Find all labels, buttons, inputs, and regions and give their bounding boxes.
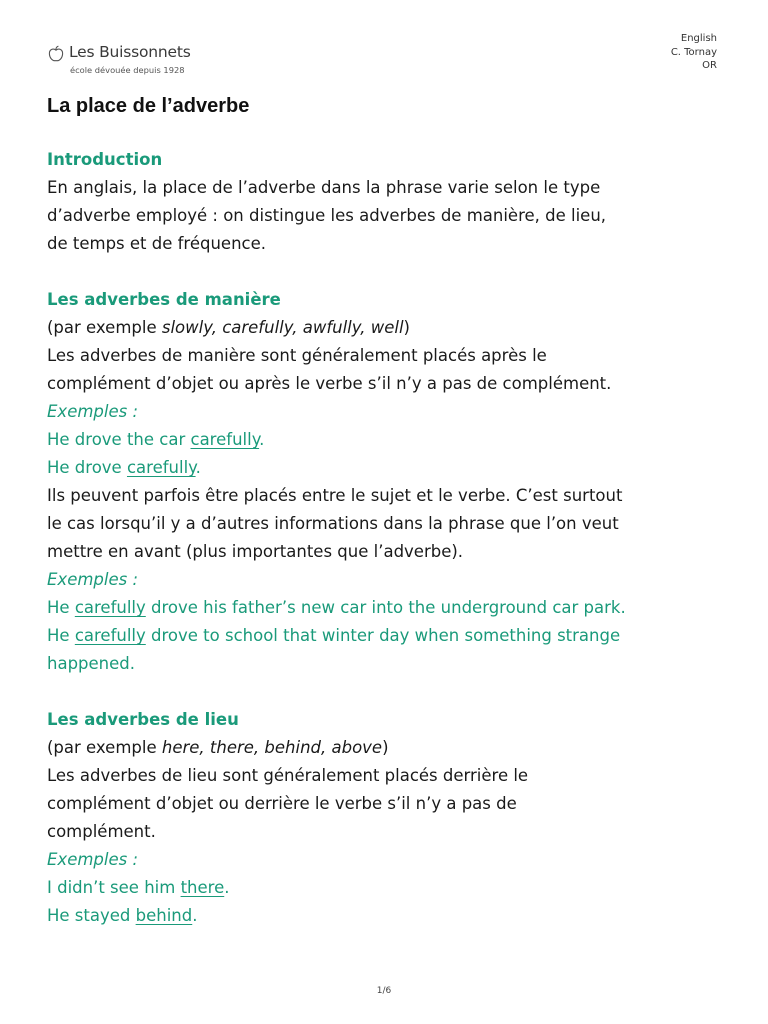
document-body [47, 146, 737, 930]
paragraph-line: complément d’objet ou derrière le verbe s’il n’y a pas de [47, 794, 517, 813]
paragraph-line: En anglais, la place de l’adverbe dans la phrase varie selon le type [47, 178, 601, 197]
examples-label: Exemples : [47, 402, 139, 421]
page-title: La place de l’adverbe [47, 95, 250, 117]
page-number: 1/6 [376, 986, 392, 996]
apple-icon [47, 45, 65, 63]
example-sentence-continued: happened. [47, 654, 135, 673]
meta-author: C. Tornay [670, 46, 717, 58]
paragraph-line: mettre en avant (plus importantes que l’adverbe). [47, 542, 464, 561]
section-heading-lieu: Les adverbes de lieu [47, 710, 239, 729]
paragraph-line: complément d’objet ou après le verbe s’il n’y a pas de complément. [47, 374, 612, 393]
paragraph-line: le cas lorsqu’il y a d’autres informations dans la phrase que l’on veut [47, 514, 619, 533]
example-sentence: He drove the car carefully. [47, 430, 265, 449]
examples-label: Exemples : [47, 850, 139, 869]
examples-label: Exemples : [47, 570, 139, 589]
example-sentence: He carefully drove his father’s new car into the underground car park. [47, 598, 626, 617]
logo-tagline: école dévouée depuis 1928 [70, 65, 185, 75]
paragraph-line: d’adverbe employé : on distingue les adverbes de manière, de lieu, [47, 206, 607, 225]
example-sentence: He carefully drove to school that winter day when something strange [47, 626, 621, 645]
paragraph-line: Ils peuvent parfois être placés entre le sujet et le verbe. C’est surtout [47, 486, 623, 505]
section-heading-maniere: Les adverbes de manière [47, 290, 281, 309]
paragraph-line: complément. [47, 822, 156, 841]
paragraph-line: Les adverbes de lieu sont généralement placés derrière le [47, 766, 529, 785]
meta-class: OR [702, 60, 717, 71]
paragraph-line: de temps et de fréquence. [47, 234, 267, 253]
logo-name: Les Buissonnets [69, 43, 191, 61]
meta-subject: English [680, 33, 717, 44]
example-words-line: (par exemple slowly, carefully, awfully, well) [47, 318, 410, 337]
example-sentence: He stayed behind. [47, 906, 198, 925]
paragraph-line: Les adverbes de manière sont généralement placés après le [47, 346, 547, 365]
example-sentence: He drove carefully. [47, 458, 201, 477]
section-heading-introduction: Introduction [47, 150, 163, 169]
example-words-line: (par exemple here, there, behind, above) [47, 738, 389, 757]
example-sentence: I didn’t see him there. [47, 878, 230, 897]
header-meta [671, 32, 717, 73]
